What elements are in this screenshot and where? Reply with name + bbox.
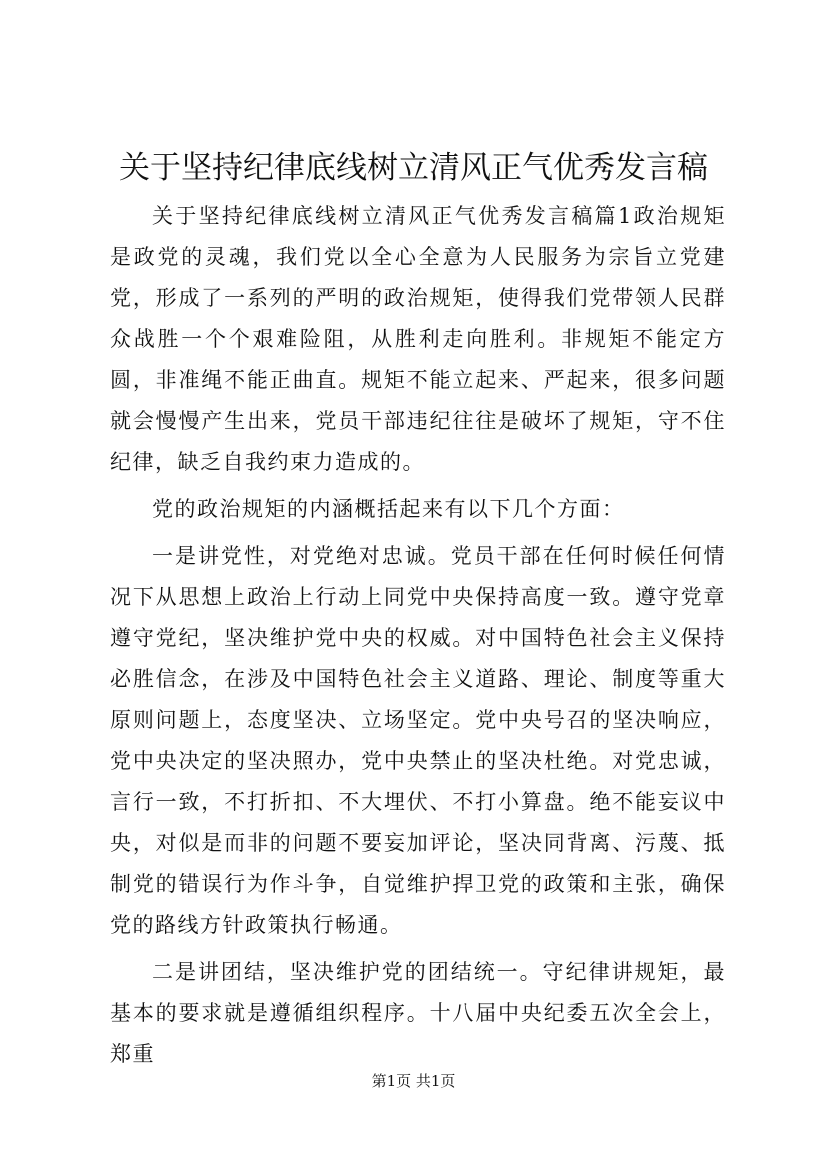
paragraph-2: 党的政治规矩的内涵概括起来有以下几个方面：	[152, 497, 625, 521]
page-number-footer: 第1页 共1页	[371, 1072, 456, 1090]
document-body	[110, 196, 726, 1081]
paragraph-4: 二是讲团结，坚决维护党的团结统一。守纪律讲规矩，最基本的要求就是遵循组织程序。十八届中央纪委五次全会上，郑重	[110, 960, 726, 1066]
paragraph-3: 一是讲党性，对党绝对忠诚。党员干部在任何时候任何情况下从思想上政治上行动上同党中央保持高度一致。遵守党章遵守党纪，坚决维护党中央的权威。对中国特色社会主义保持必胜信念，在涉及中国特色社会主义道路、理论、制度等重大原则问题上，态度坚决、立场坚定。党中央号召的坚决响应，党中央决定的坚决照办，党中央禁止的坚决杜绝。对党忠诚，言行一致，不打折扣、不大埋伏、不打小算盘。绝不能妄议中央，对似是而非的问题不要妄加评论，坚决同背离、污蔑、抵制党的错误行为作斗争，自觉维护捍卫党的政策和主张，确保党的路线方针政策执行畅通。	[110, 544, 726, 937]
document-title: 关于坚持纪律底线树立清风正气优秀发言稿	[119, 150, 708, 186]
paragraph-1: 关于坚持纪律底线树立清风正气优秀发言稿篇1政治规矩是政党的灵魂，我们党以全心全意为人民服务为宗旨立党建党，形成了一系列的严明的政治规矩，使得我们党带领人民群众战胜一个个艰难险阻，从胜利走向胜利。非规矩不能定方圆，非准绳不能正曲直。规矩不能立起来、严起来，很多问题就会慢慢产生出来，党员干部违纪往往是破坏了规矩，守不住纪律，缺乏自我约束力造成的。	[110, 204, 726, 474]
